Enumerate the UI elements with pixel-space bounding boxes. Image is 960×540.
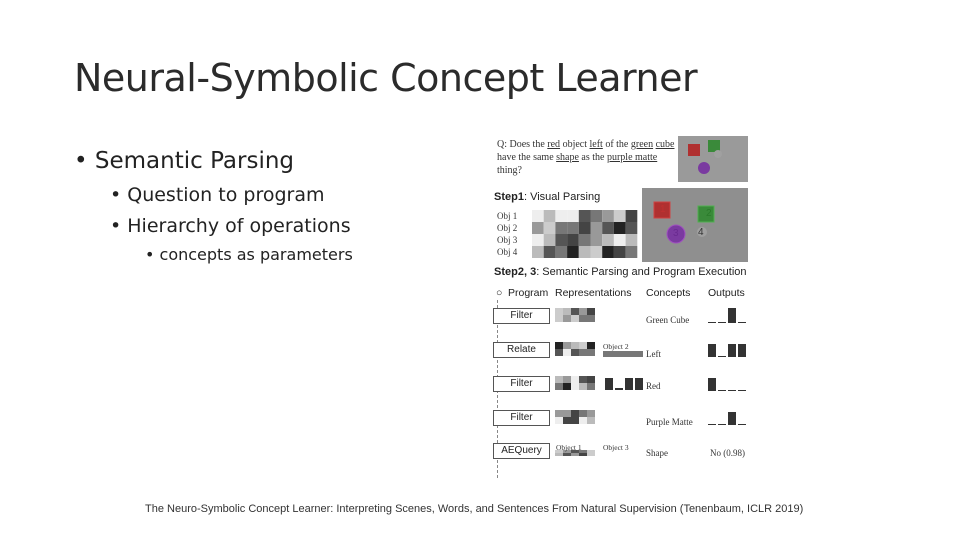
bullet-question-to-program: • Question to program (110, 184, 325, 206)
op-filter: Filter (493, 376, 550, 392)
obj-label: Obj 2 (497, 223, 518, 233)
object-3-label: Object 3 (603, 443, 629, 452)
scene-label-1: 1 (660, 204, 666, 215)
figure-question: Q: Does the red object left of the green cube have the same shape as the purple matte thing? (497, 139, 675, 176)
bullet-hierarchy-of-operations: • Hierarchy of operations (110, 215, 351, 237)
object-2-label: Object 2 (603, 342, 629, 351)
op-filter: Filter (493, 410, 550, 426)
op-aequery: AEQuery (493, 443, 550, 459)
representation-blocks (555, 308, 595, 458)
step23-heading: Step2, 3: Semantic Parsing and Program Execution (494, 266, 747, 278)
bullet-semantic-parsing: • Semantic Parsing (74, 148, 295, 174)
red-repr-bars (603, 376, 643, 392)
object-1-label: Object 1 (556, 443, 582, 452)
concept-left: Left (646, 349, 661, 359)
obj-label: Obj 3 (497, 235, 518, 245)
output-bars (708, 306, 748, 436)
concept-green-cube: Green Cube (646, 315, 690, 325)
slide-title: Neural-Symbolic Concept Learner (74, 56, 698, 100)
header-program: Program (508, 287, 549, 299)
scene-label-4: 4 (698, 227, 704, 238)
step1-heading: Step1: Visual Parsing (494, 191, 601, 203)
object-2-repr (603, 351, 643, 359)
bullet-concepts-as-parameters: • concepts as parameters (145, 245, 353, 264)
scene-label-2: 2 (706, 208, 712, 219)
scene-label-3: 3 (673, 228, 679, 239)
header-representations: Representations (555, 287, 632, 299)
scene-image-top (678, 136, 748, 182)
header-outputs: Outputs (708, 287, 745, 299)
obj-label: Obj 1 (497, 211, 518, 221)
concept-purple-matte: Purple Matte (646, 417, 693, 427)
citation-caption: The Neuro-Symbolic Concept Learner: Interpreting Scenes, Words, and Sentences From Natural Supervision (Tenenbaum, ICLR 2019) (145, 503, 804, 515)
feature-grid (532, 210, 638, 258)
obj-label: Obj 4 (497, 247, 518, 257)
scene-image-detected (642, 188, 748, 262)
output-answer: No (0.98) (710, 448, 745, 458)
op-relate: Relate (493, 342, 550, 358)
circle-icon: ○ (496, 287, 503, 299)
op-filter: Filter (493, 308, 550, 324)
concept-red: Red (646, 381, 661, 391)
concept-shape: Shape (646, 448, 668, 458)
header-concepts: Concepts (646, 287, 691, 299)
